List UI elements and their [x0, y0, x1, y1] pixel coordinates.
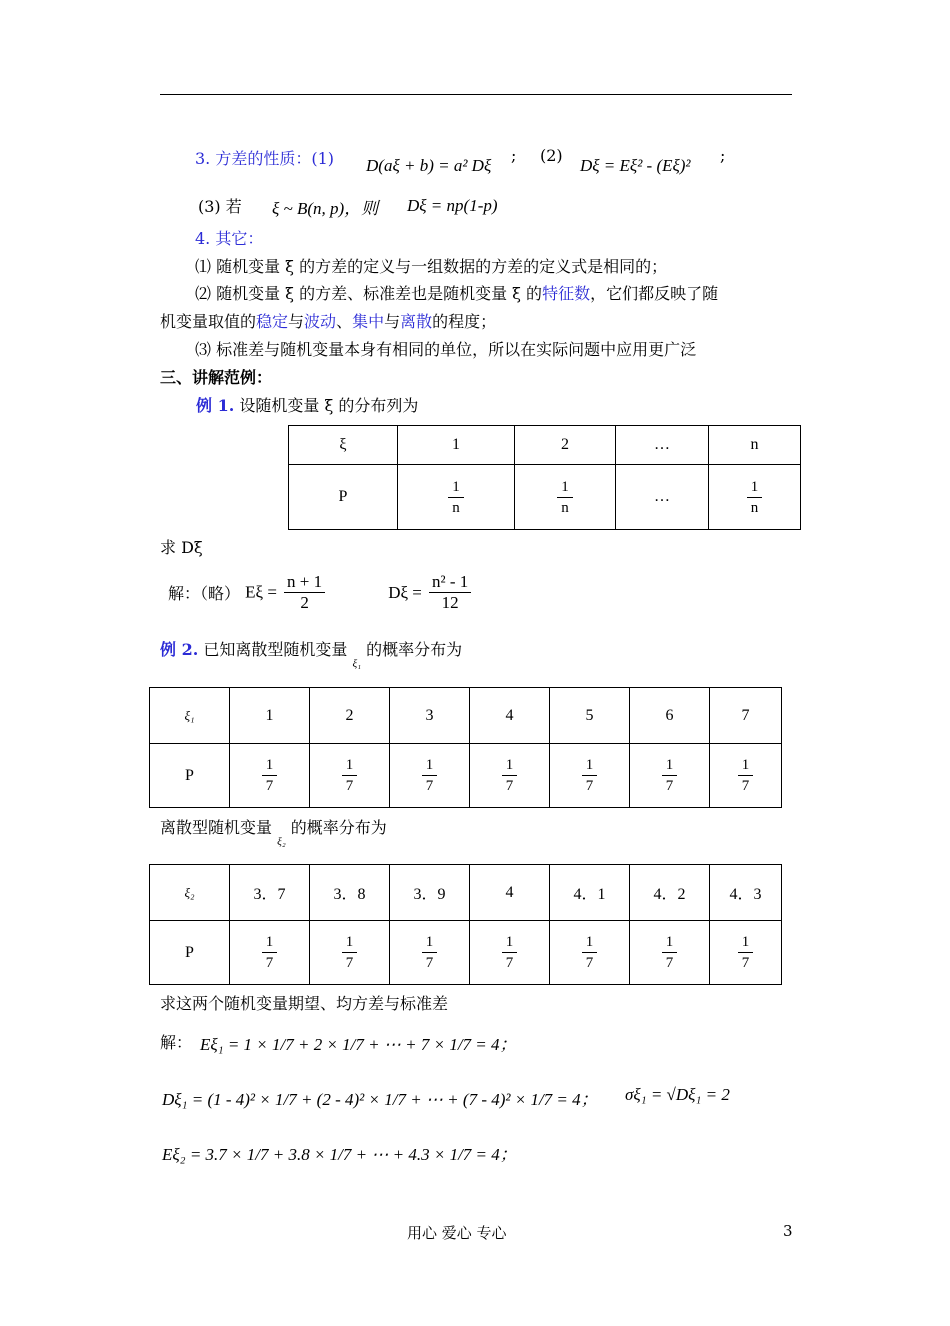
ex2-prob-cell	[390, 921, 470, 985]
frac-den: 7	[585, 778, 594, 794]
ex2-t1-p-head: P	[150, 744, 230, 808]
ex1-p-head: P	[289, 465, 398, 530]
frac-den: 12	[441, 593, 459, 612]
ex2-equation-2: Dξ₁ = (1 - 4)² × 1/7 + (2 - 4)² × 1/7 + ⋯ + (7 - 4)² × 1/7 = 4；	[162, 1090, 598, 1109]
frac-num: 1	[557, 477, 573, 498]
ex2-text-a: 已知离散型随机变量	[203, 640, 348, 659]
frac-num: 1	[502, 755, 518, 776]
header-rule	[160, 94, 792, 95]
frac-num: n + 1	[284, 572, 325, 593]
ex2-text-b: 的概率分布为	[366, 640, 463, 659]
other-item-2-text-d: 与	[288, 312, 305, 331]
ex2-text-c: 离散型随机变量	[160, 818, 273, 837]
ex2-prob-cell	[630, 744, 710, 808]
other-item-2-text-c: 机变量取值的	[160, 312, 257, 331]
ex2-prob-cell	[470, 744, 550, 808]
ex1-d-frac	[429, 572, 471, 613]
ex1-intro	[196, 393, 418, 416]
ex2-prob-cell	[470, 921, 550, 985]
ex2-prob-cell	[390, 744, 470, 808]
props-binomial: ξ ~ B(n, p)，则	[272, 199, 379, 218]
ex2-prob-cell	[310, 744, 390, 808]
other-item-2-line-1	[195, 281, 718, 304]
frac-den: 7	[665, 955, 674, 971]
ex2-t1-cell: 2	[310, 688, 390, 744]
ex1-e-lhs: Eξ =	[245, 582, 277, 602]
props-formula-3: Dξ = np(1-p)	[407, 196, 498, 215]
ex1-solution	[168, 572, 473, 613]
ex2-text-d: 的概率分布为	[290, 818, 387, 837]
frac-den: 7	[265, 955, 274, 971]
ex2-equation-2b: σξ₁ = √Dξ₁ = 2	[625, 1085, 730, 1104]
ex2-t2-cell: 3．9	[390, 865, 470, 921]
frac-num: 1	[422, 932, 438, 953]
ex2-prob-cell	[710, 921, 782, 985]
ex1-cell: n	[709, 426, 801, 465]
ex2-prob-cell	[230, 921, 310, 985]
ex2-prob-cell	[230, 744, 310, 808]
other-item-2-text-f: 与	[384, 312, 401, 331]
ex2-equation-1: Eξ₁ = 1 × 1/7 + 2 × 1/7 + ⋯ + 7 × 1/7 = 4；	[200, 1035, 517, 1054]
page-number: 3	[783, 1222, 793, 1240]
ex1-text: 设随机变量 ξ 的分布列为	[239, 396, 419, 415]
ex2-table-2	[149, 864, 782, 985]
stable-link: 稳定	[256, 312, 289, 331]
ex2-equation-3: Eξ₂ = 3.7 × 1/7 + 3.8 × 1/7 + ⋯ + 4.3 × 1/7 = 4；	[162, 1145, 517, 1164]
frac-num: 1	[502, 932, 518, 953]
frac-den: 7	[265, 778, 274, 794]
ex2-label: 例 2.	[160, 640, 199, 659]
wave-link: 波动	[304, 312, 337, 331]
frac-num: n² - 1	[429, 572, 471, 593]
ex2-t2-cell: 4．3	[710, 865, 782, 921]
props-label-3: (3) 若	[198, 197, 242, 216]
frac-den: 7	[741, 955, 750, 971]
frac-den: 7	[425, 778, 434, 794]
frac-num: 1	[662, 755, 678, 776]
ex2-ask: 求这两个随机变量期望、均方差与标准差	[160, 994, 449, 1013]
ex1-cell: ξ	[289, 426, 398, 465]
ex1-e-frac	[284, 572, 325, 613]
props-formula-2: Dξ = Eξ² - (Eξ)²	[580, 156, 691, 175]
frac-den: n	[561, 499, 569, 516]
ex2-t1-cell: 6	[630, 688, 710, 744]
frac-num: 1	[262, 755, 278, 776]
frac-num: 1	[422, 755, 438, 776]
ex2-t1-cell: 1	[230, 688, 310, 744]
ex1-d-lhs: Dξ =	[388, 582, 422, 602]
other-item-2-line-2	[160, 309, 496, 332]
ex2-table-1	[149, 687, 782, 808]
ex1-prob-cell	[515, 465, 616, 530]
ex2-t2-cell: 4．2	[630, 865, 710, 921]
frac-den: n	[750, 499, 759, 516]
ex2-t2-cell: 4．1	[550, 865, 630, 921]
ex2-prob-cell	[550, 921, 630, 985]
ex2-t2-head: ξ₂	[150, 865, 230, 921]
frac-num: 1	[342, 932, 358, 953]
frac-den: 7	[345, 955, 354, 971]
other-item-2-text-g: 的程度；	[432, 312, 497, 331]
ex2-t1-cell: 5	[550, 688, 630, 744]
ex1-sol-label: 解：（略）	[168, 584, 241, 603]
frac-num: 1	[582, 932, 598, 953]
frac-num: 1	[262, 932, 278, 953]
props-formula-1: D(aξ + b) = a² Dξ	[366, 156, 492, 175]
ex2-t2-cell: 3．7	[230, 865, 310, 921]
ex1-cell: 1	[398, 426, 515, 465]
ex1-cell: 2	[515, 426, 616, 465]
other-heading: 4. 其它：	[195, 229, 264, 248]
ex2-t1-cell: 3	[390, 688, 470, 744]
frac-den: 7	[505, 778, 514, 794]
ex2-prob-cell	[710, 744, 782, 808]
frac-den: 7	[505, 955, 514, 971]
ex1-ask: 求 Dξ	[160, 538, 203, 557]
ex2-t2-cell: 4	[470, 865, 550, 921]
frac-den: 7	[741, 778, 750, 794]
ex2-sol-label: 解：	[160, 1033, 193, 1052]
frac-den: n	[452, 499, 460, 516]
ex2-var2: ξ₂	[277, 836, 286, 848]
ex2-t1-cell: 4	[470, 688, 550, 744]
center-link: 集中	[352, 312, 385, 331]
ex2-t2-p-head: P	[150, 921, 230, 985]
frac-num: 1	[747, 477, 763, 498]
section-heading: 三、讲解范例：	[160, 368, 273, 387]
ex2-var1: ξ₁	[352, 658, 362, 670]
frac-den: 7	[425, 955, 434, 971]
ex1-prob-cell	[709, 465, 801, 530]
props-sep-2: ;	[720, 146, 726, 165]
disperse-link: 离散	[400, 312, 433, 331]
feature-number-link: 特征数	[542, 284, 591, 303]
other-item-2-text-a: ⑵ 随机变量 ξ 的方差、标准差也是随机变量 ξ 的	[195, 284, 543, 303]
ex1-ellipsis-cell: …	[616, 465, 709, 530]
frac-num: 1	[738, 932, 754, 953]
props-sep-1: ;	[511, 146, 517, 165]
other-item-2-text-b: ，它们都反映了随	[590, 284, 719, 303]
ex2-t2-cell: 3．8	[310, 865, 390, 921]
ex2-prob-cell	[310, 921, 390, 985]
ex1-prob-cell	[398, 465, 515, 530]
ex2-prob-cell	[550, 744, 630, 808]
other-item-1: ⑴ 随机变量 ξ 的方差的定义与一组数据的方差的定义式是相同的；	[195, 257, 668, 276]
ex2-t1-head: ξ₁	[150, 688, 230, 744]
frac-num: 1	[582, 755, 598, 776]
footer-motto: 用心 爱心 专心	[407, 1224, 507, 1242]
frac-den: 7	[665, 778, 674, 794]
ex1-cell: …	[616, 426, 709, 465]
props-heading: 3. 方差的性质：(1)	[195, 149, 335, 168]
frac-den: 7	[345, 778, 354, 794]
frac-den: 7	[585, 955, 594, 971]
frac-num: 1	[448, 477, 464, 498]
other-item-2-text-e: 、	[336, 312, 353, 331]
props-label-2: (2)	[540, 146, 563, 165]
frac-num: 1	[662, 932, 678, 953]
ex1-table	[288, 425, 801, 530]
ex1-label: 例 1.	[196, 396, 235, 415]
ex2-t1-cell: 7	[710, 688, 782, 744]
ex2-prob-cell	[630, 921, 710, 985]
other-item-3: ⑶ 标准差与随机变量本身有相同的单位，所以在实际问题中应用更广泛	[195, 340, 697, 359]
frac-num: 1	[738, 755, 754, 776]
frac-den: 2	[300, 593, 309, 612]
frac-num: 1	[342, 755, 358, 776]
